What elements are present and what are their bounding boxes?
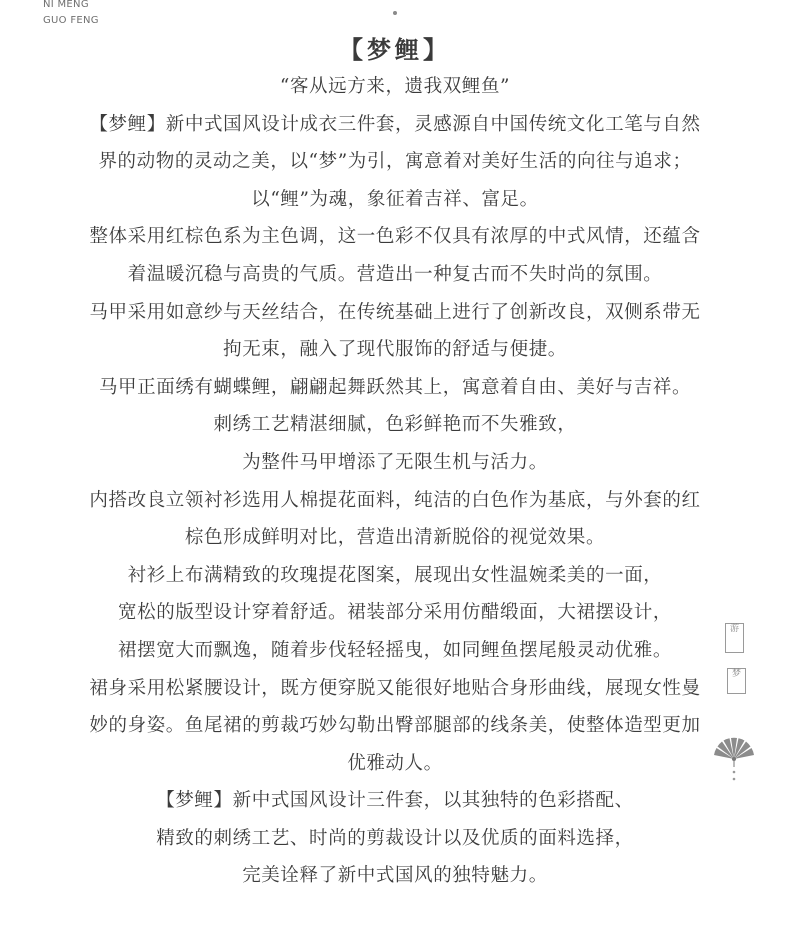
text-line: 妙的身姿。鱼尾裙的剪裁巧妙勾勒出臀部腿部的线条美，使整体造型更加 [89, 715, 701, 737]
text-line: 拘无束，融入了现代服饰的舒适与便捷。 [223, 339, 567, 361]
text-line: 裙身采用松紧腰设计，既方便穿脱又能很好地贴合身形曲线，展现女性曼 [89, 677, 701, 699]
text-line: 为整件马甲增添了无限生机与活力。 [242, 451, 548, 473]
top-dot-ornament [393, 11, 397, 15]
text-line: 优雅动人。 [347, 752, 443, 774]
page-title: 【梦鲤】 [339, 35, 451, 64]
brand-line-2: GUO FENG [43, 15, 99, 26]
text-line: 着温暖沉稳与高贵的气质。营造出一种复古而不失时尚的氛围。 [127, 263, 663, 285]
text-line: 宽松的版型设计穿着舒适。裙装部分采用仿醋缎面，大裙摆设计， [118, 602, 672, 624]
seal-stamp-icon: 梦 [727, 668, 746, 694]
text-line: 界的动物的灵动之美，以“梦”为引，寓意着对美好生活的向往与追求； [98, 151, 692, 173]
description-text [20, 68, 770, 895]
brand-line-1: NI MENG [43, 0, 89, 10]
text-line: 【梦鲤】新中式国风设计三件套，以其独特的色彩搭配、 [156, 790, 634, 812]
text-line: 裙摆宽大而飘逸，随着步伐轻轻摇曳，如同鲤鱼摆尾般灵动优雅。 [118, 639, 672, 661]
brand-logo-text [43, 0, 99, 29]
text-line: 刺绣工艺精湛细腻，色彩鲜艳而不失雅致， [213, 414, 577, 436]
text-line: 整体采用红棕色系为主色调，这一色彩不仅具有浓厚的中式风情，还蕴含 [89, 226, 701, 248]
text-line: 完美诠释了新中式国风的独特魅力。 [242, 865, 548, 887]
quote-line: “客从远方来，遗我双鲤鱼” [279, 76, 511, 97]
text-line: 【梦鲤】新中式国风设计成衣三件套，灵感源自中国传统文化工笔与自然 [89, 113, 701, 135]
text-line: 精致的刺绣工艺、时尚的剪裁设计以及优质的面料选择， [156, 827, 634, 849]
text-line: 马甲正面绣有蝴蝶鲤，翩翩起舞跃然其上，寓意着自由、美好与吉祥。 [98, 376, 692, 398]
text-line: 衬衫上布满精致的玫瑰提花图案，展现出女性温婉柔美的一面， [127, 564, 663, 586]
text-line: 马甲采用如意纱与天丝结合，在传统基础上进行了创新改良，双侧系带无 [89, 301, 701, 323]
folding-fan-icon [713, 735, 755, 785]
seal-stamp-icon: 游 [725, 623, 744, 653]
text-line: 棕色形成鲜明对比，营造出清新脱俗的视觉效果。 [184, 527, 606, 549]
text-line: 内搭改良立领衬衫选用人棉提花面料，纯洁的白色作为基底，与外套的红 [89, 489, 701, 511]
text-line: 以“鲤”为魂，象征着吉祥、富足。 [251, 188, 539, 210]
